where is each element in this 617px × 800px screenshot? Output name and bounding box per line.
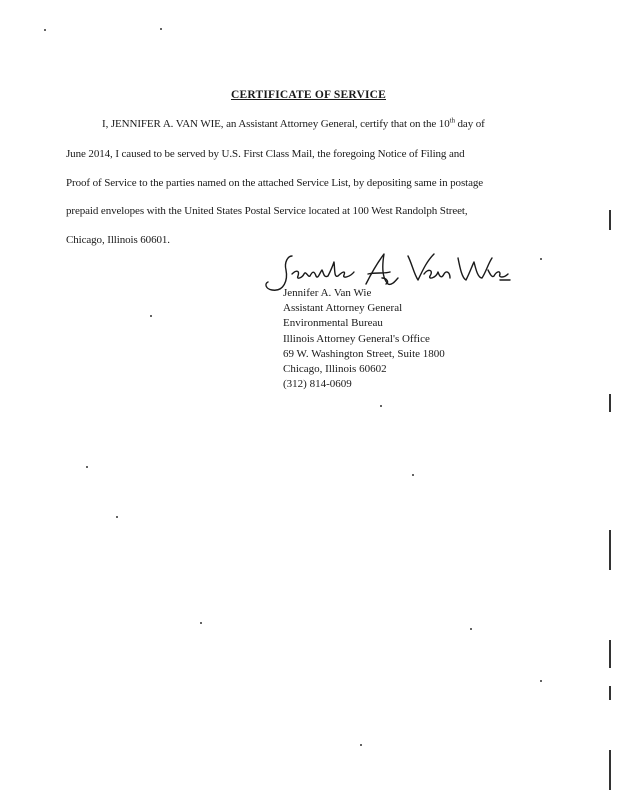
signer-phone: (312) 814-0609 xyxy=(283,378,352,391)
signer-street: 69 W. Washington Street, Suite 1800 xyxy=(283,347,445,360)
signer-bureau: Environmental Bureau xyxy=(283,317,383,330)
signature-block xyxy=(283,286,445,392)
certificate-title: CERTIFICATE OF SERVICE xyxy=(230,89,387,101)
scan-speck xyxy=(150,315,152,317)
scan-edge-mark xyxy=(609,686,611,700)
scan-edge-mark xyxy=(609,640,611,668)
scan-edge-mark xyxy=(609,210,611,230)
body-line-4: prepaid envelopes with the United States Postal Service located at 100 West Randolph Street, xyxy=(66,205,468,217)
signer-office: Illinois Attorney General's Office xyxy=(283,332,430,345)
scan-speck xyxy=(360,744,362,746)
scan-speck xyxy=(160,28,162,30)
signer-name: Jennifer A. Van Wie xyxy=(283,287,372,299)
body-line-1 xyxy=(102,118,485,130)
scan-edge-mark xyxy=(609,750,611,790)
body-line-5: Chicago, Illinois 60601. xyxy=(66,234,170,246)
body-line-1-end: day of xyxy=(454,118,485,130)
signer-position: Assistant Attorney General xyxy=(283,302,403,315)
body-line-2: June 2014, I caused to be served by U.S. First Class Mail, the foregoing Notice of Filing and xyxy=(66,148,465,160)
scan-edge-mark xyxy=(609,394,611,412)
scan-speck xyxy=(470,628,472,630)
scan-speck xyxy=(86,466,88,468)
scan-speck xyxy=(380,405,382,407)
scan-speck xyxy=(412,474,414,476)
body-line-1-text: I, JENNIFER A. VAN WIE, an Assistant Attorney General, certify that on the 10 xyxy=(102,118,450,130)
signer-city: Chicago, Illinois 60602 xyxy=(283,363,387,376)
scan-speck xyxy=(44,29,46,31)
scan-speck xyxy=(116,516,118,518)
ordinal-suffix: th xyxy=(449,116,455,125)
scan-edge-mark xyxy=(609,530,611,570)
scan-speck xyxy=(540,258,542,260)
scan-speck xyxy=(540,680,542,682)
scan-speck xyxy=(200,622,202,624)
body-line-3: Proof of Service to the parties named on the attached Service List, by depositing same in postage xyxy=(66,177,484,189)
